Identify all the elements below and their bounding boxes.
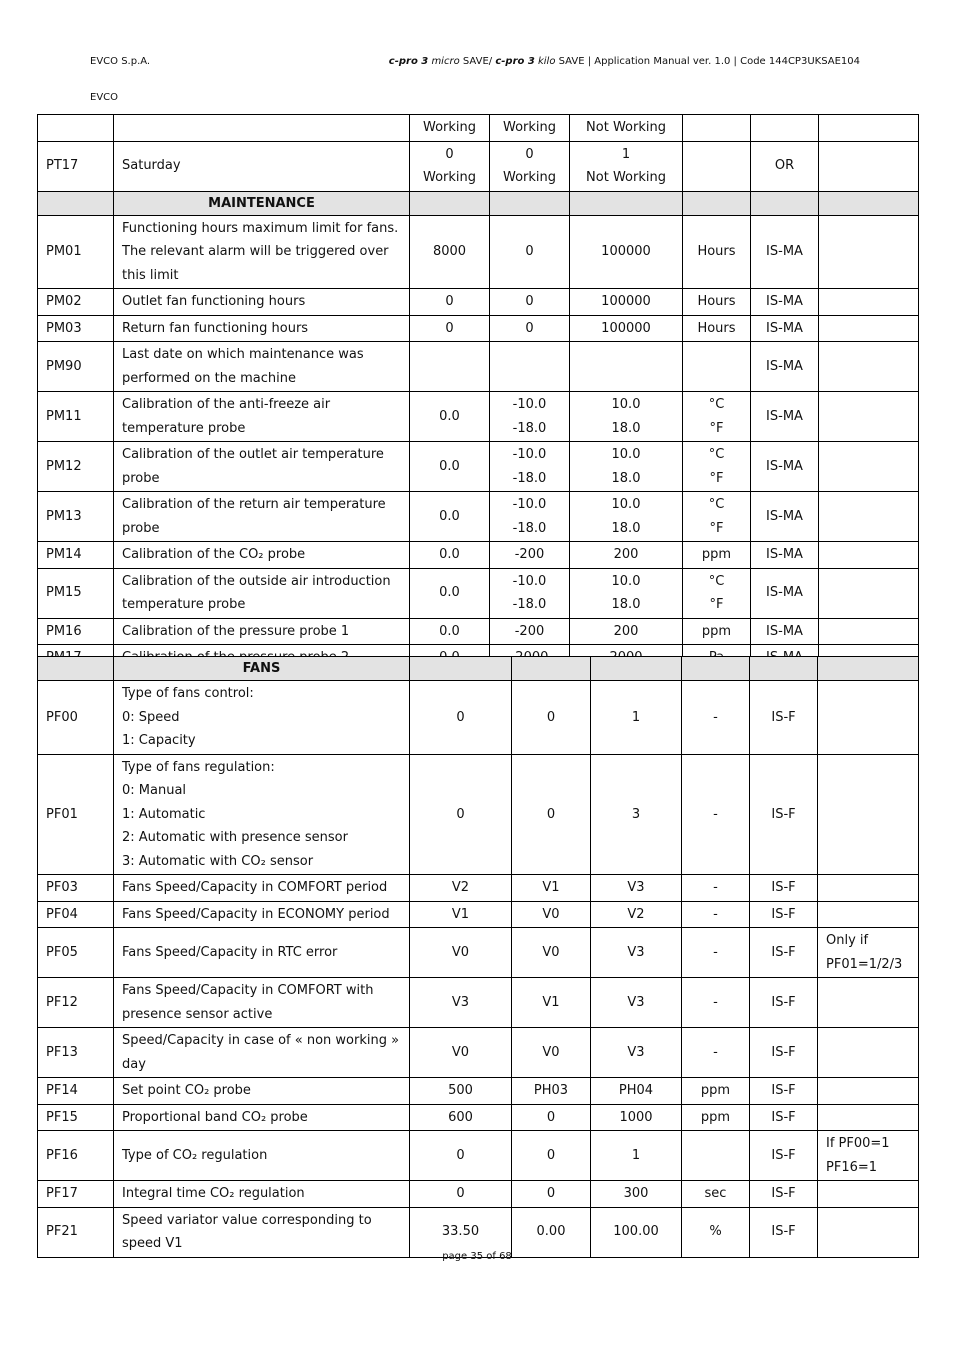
page-number: page 35 of 68 [442,1251,512,1262]
section-cell [38,191,114,215]
param-default: 0 [410,681,512,755]
table-row [38,315,919,342]
param-cell [683,115,751,142]
param-code: PM13 [38,492,114,542]
param-max: 1 [591,681,682,755]
param-note: Only if PF01=1/2/3 [818,928,919,978]
param-max: 1000 [591,1104,682,1131]
param-note [818,978,919,1028]
param-code: PT17 [38,141,114,191]
param-level: IS-F [750,1131,818,1181]
param-cell: Working [490,115,570,142]
section-cell [410,657,512,681]
param-cell: Working [410,115,490,142]
table-row [38,754,919,875]
param-description: Calibration of the CO₂ probe [114,542,410,569]
param-code: PF04 [38,901,114,928]
table-row [38,342,919,392]
param-code: PF16 [38,1131,114,1181]
param-min: 0 [490,215,570,289]
param-level: IS-MA [751,442,819,492]
company-name: EVCO S.p.A. [90,56,151,67]
product-name-2: c-pro 3 [495,56,535,67]
param-max: 100.00 [591,1207,682,1257]
param-level: IS-MA [751,315,819,342]
param-min: 0.00 [512,1207,591,1257]
section-header-row [38,191,919,215]
param-unit: Hours [683,215,751,289]
param-default: 0.0 [410,492,490,542]
param-default: 0.0 [410,542,490,569]
param-max: V2 [591,901,682,928]
param-max: 200 [570,618,683,645]
param-note [819,141,919,191]
param-default: 8000 [410,215,490,289]
param-note [819,442,919,492]
product-variant-1: micro [428,56,460,67]
param-max: V3 [591,978,682,1028]
param-default: V0 [410,928,512,978]
param-level: IS-F [750,978,818,1028]
section-header-row [38,657,919,681]
param-code: PF21 [38,1207,114,1257]
section-title: MAINTENANCE [114,191,410,215]
brand-name: EVCO [90,92,119,103]
product-variant-2: kilo [534,56,556,67]
param-min: 0 [512,1181,591,1208]
param-note [818,1104,919,1131]
param-note [818,681,919,755]
param-code: PF00 [38,681,114,755]
param-unit: ppm [683,542,751,569]
param-code: PF12 [38,978,114,1028]
param-description: Set point CO₂ probe [114,1078,410,1105]
param-note [818,1028,919,1078]
section-cell [410,191,490,215]
param-note: If PF00=1 PF16=1 [818,1131,919,1181]
section-title: FANS [114,657,410,681]
table-row [38,492,919,542]
param-unit: - [682,1028,750,1078]
param-unit: °C °F [683,492,751,542]
param-default: 600 [410,1104,512,1131]
param-min: 0 [512,1104,591,1131]
param-min [490,342,570,392]
param-default: 0.0 [410,618,490,645]
param-default: 0 Working [410,141,490,191]
param-default [410,342,490,392]
param-description: Fans Speed/Capacity in COMFORT with presence sensor active [114,978,410,1028]
table-row [38,392,919,442]
param-note [818,754,919,875]
table-row [38,901,919,928]
table-row [38,1181,919,1208]
param-max: V3 [591,1028,682,1078]
param-max: 100000 [570,315,683,342]
param-unit: °C °F [683,392,751,442]
param-level: IS-F [750,1207,818,1257]
param-max: 10.0 18.0 [570,568,683,618]
param-unit [682,1131,750,1181]
param-level: IS-F [750,1078,818,1105]
param-level: IS-F [750,901,818,928]
param-unit: Hours [683,315,751,342]
param-description: Fans Speed/Capacity in COMFORT period [114,875,410,902]
param-note [819,392,919,442]
param-min: PH03 [512,1078,591,1105]
manual-title-rest: SAVE | Application Manual ver. 1.0 | Code 144CP3UKSAE104 [555,56,860,67]
param-min: V0 [512,901,591,928]
section-cell [750,657,818,681]
param-unit: ppm [683,618,751,645]
param-description: Calibration of the outlet air temperature probe [114,442,410,492]
param-max: 10.0 18.0 [570,392,683,442]
param-code: PF13 [38,1028,114,1078]
param-code: PM03 [38,315,114,342]
param-cell [819,115,919,142]
param-note [819,342,919,392]
param-note [818,901,919,928]
param-default: V0 [410,1028,512,1078]
param-level: IS-MA [751,342,819,392]
param-max: PH04 [591,1078,682,1105]
param-level: IS-MA [751,289,819,316]
param-default: V2 [410,875,512,902]
section-cell [751,191,819,215]
param-description: Functioning hours maximum limit for fans. The relevant alarm will be triggered over this limit [114,215,410,289]
param-note [819,618,919,645]
param-default: 0.0 [410,568,490,618]
param-code: PF05 [38,928,114,978]
param-default: V1 [410,901,512,928]
param-max: 10.0 18.0 [570,492,683,542]
param-description: Fans Speed/Capacity in ECONOMY period [114,901,410,928]
param-level: IS-MA [751,542,819,569]
param-default: 0 [410,754,512,875]
param-default: 0 [410,289,490,316]
product-name-1: c-pro 3 [388,56,429,67]
param-description: Calibration of the anti-freeze air temperature probe [114,392,410,442]
param-description: Type of fans control: 0: Speed 1: Capacity [114,681,410,755]
param-unit: °C °F [683,442,751,492]
param-min: V0 [512,928,591,978]
param-cell [114,115,410,142]
param-code: PM12 [38,442,114,492]
param-level: IS-F [750,754,818,875]
param-unit [683,342,751,392]
param-max: 1 [591,1131,682,1181]
param-note [819,568,919,618]
param-min: V0 [512,1028,591,1078]
param-unit: - [682,978,750,1028]
param-unit: °C °F [683,568,751,618]
param-code: PF14 [38,1078,114,1105]
section-cell [570,191,683,215]
param-level: IS-MA [751,392,819,442]
param-unit: - [682,928,750,978]
param-note [818,1181,919,1208]
param-default: V3 [410,978,512,1028]
param-description: Last date on which maintenance was performed on the machine [114,342,410,392]
param-cell: Not Working [570,115,683,142]
param-code: PF03 [38,875,114,902]
param-cell [751,115,819,142]
section-cell [818,657,919,681]
param-code: PM14 [38,542,114,569]
param-description: Outlet fan functioning hours [114,289,410,316]
maintenance-parameters-table [37,114,919,672]
table-row [38,1104,919,1131]
param-code: PM16 [38,618,114,645]
param-min: 0 [490,315,570,342]
section-cell [819,191,919,215]
param-level: IS-MA [751,568,819,618]
param-note [818,875,919,902]
param-default: 0 [410,1181,512,1208]
param-note [819,542,919,569]
param-level: IS-MA [751,492,819,542]
param-min: 0 [512,1131,591,1181]
param-max: 300 [591,1181,682,1208]
param-default: 0.0 [410,392,490,442]
param-description: Calibration of the outside air introduction temperature probe [114,568,410,618]
param-description: Speed variator value corresponding to speed V1 [114,1207,410,1257]
param-description: Calibration of the return air temperature probe [114,492,410,542]
param-note [818,1078,919,1105]
table-row [38,141,919,191]
param-unit: Hours [683,289,751,316]
param-description: Return fan functioning hours [114,315,410,342]
param-code: PF15 [38,1104,114,1131]
param-code: PM15 [38,568,114,618]
section-cell [38,657,114,681]
table-row [38,1131,919,1181]
param-min: -10.0 -18.0 [490,442,570,492]
param-note [819,289,919,316]
param-note [819,215,919,289]
manual-title [389,56,860,67]
param-default: 0 [410,315,490,342]
param-level: IS-MA [751,215,819,289]
param-min: 0 [512,754,591,875]
param-code: PM11 [38,392,114,442]
table-row [38,215,919,289]
param-min: -10.0 -18.0 [490,392,570,442]
param-unit [683,141,751,191]
param-min: 0 [490,289,570,316]
param-level: OR [751,141,819,191]
param-code: PM01 [38,215,114,289]
section-cell [682,657,750,681]
param-unit: - [682,681,750,755]
section-cell [591,657,682,681]
param-code: PM90 [38,342,114,392]
fans-parameters-table [37,656,919,1258]
param-description: Calibration of the pressure probe 1 [114,618,410,645]
table-row [38,1028,919,1078]
param-min: -10.0 -18.0 [490,492,570,542]
param-code: PF17 [38,1181,114,1208]
param-max: 100000 [570,289,683,316]
param-max: 200 [570,542,683,569]
param-level: IS-F [750,875,818,902]
section-cell [490,191,570,215]
param-level: IS-F [750,1028,818,1078]
param-unit: - [682,901,750,928]
table-row [38,115,919,142]
param-min: -200 [490,618,570,645]
param-min: 0 Working [490,141,570,191]
table-row [38,875,919,902]
param-description: Saturday [114,141,410,191]
param-min: V1 [512,978,591,1028]
param-default: 33.50 [410,1207,512,1257]
param-level: IS-F [750,681,818,755]
param-note [819,315,919,342]
param-max [570,342,683,392]
param-max: 3 [591,754,682,875]
param-level: IS-F [750,1104,818,1131]
param-unit: ppm [682,1104,750,1131]
param-level: IS-F [750,928,818,978]
param-code: PF01 [38,754,114,875]
table-row [38,928,919,978]
table-row [38,568,919,618]
table-row [38,1078,919,1105]
param-level: IS-MA [751,618,819,645]
table-row [38,1207,919,1257]
param-unit: ppm [682,1078,750,1105]
param-unit: % [682,1207,750,1257]
param-description: Integral time CO₂ regulation [114,1181,410,1208]
section-cell [512,657,591,681]
param-description: Speed/Capacity in case of « non working » day [114,1028,410,1078]
param-max: 10.0 18.0 [570,442,683,492]
param-unit: - [682,754,750,875]
table-row [38,978,919,1028]
param-description: Fans Speed/Capacity in RTC error [114,928,410,978]
param-max: 100000 [570,215,683,289]
table-row [38,542,919,569]
param-note [818,1207,919,1257]
param-default: 500 [410,1078,512,1105]
param-level: IS-F [750,1181,818,1208]
param-max: 1 Not Working [570,141,683,191]
section-cell [683,191,751,215]
param-description: Proportional band CO₂ probe [114,1104,410,1131]
table-row [38,681,919,755]
param-description: Type of fans regulation: 0: Manual 1: Automatic 2: Automatic with presence sensor 3: Automatic with CO₂ sensor [114,754,410,875]
param-note [819,492,919,542]
param-unit: sec [682,1181,750,1208]
param-max: V3 [591,875,682,902]
param-default: 0 [410,1131,512,1181]
param-min: -200 [490,542,570,569]
param-code: PM02 [38,289,114,316]
param-unit: - [682,875,750,902]
table-row [38,618,919,645]
param-min: 0 [512,681,591,755]
table-row [38,442,919,492]
param-min: V1 [512,875,591,902]
param-default: 0.0 [410,442,490,492]
table-row [38,289,919,316]
param-min: -10.0 -18.0 [490,568,570,618]
param-description: Type of CO₂ regulation [114,1131,410,1181]
manual-title-sep: SAVE/ [459,56,496,67]
param-max: V3 [591,928,682,978]
param-cell [38,115,114,142]
